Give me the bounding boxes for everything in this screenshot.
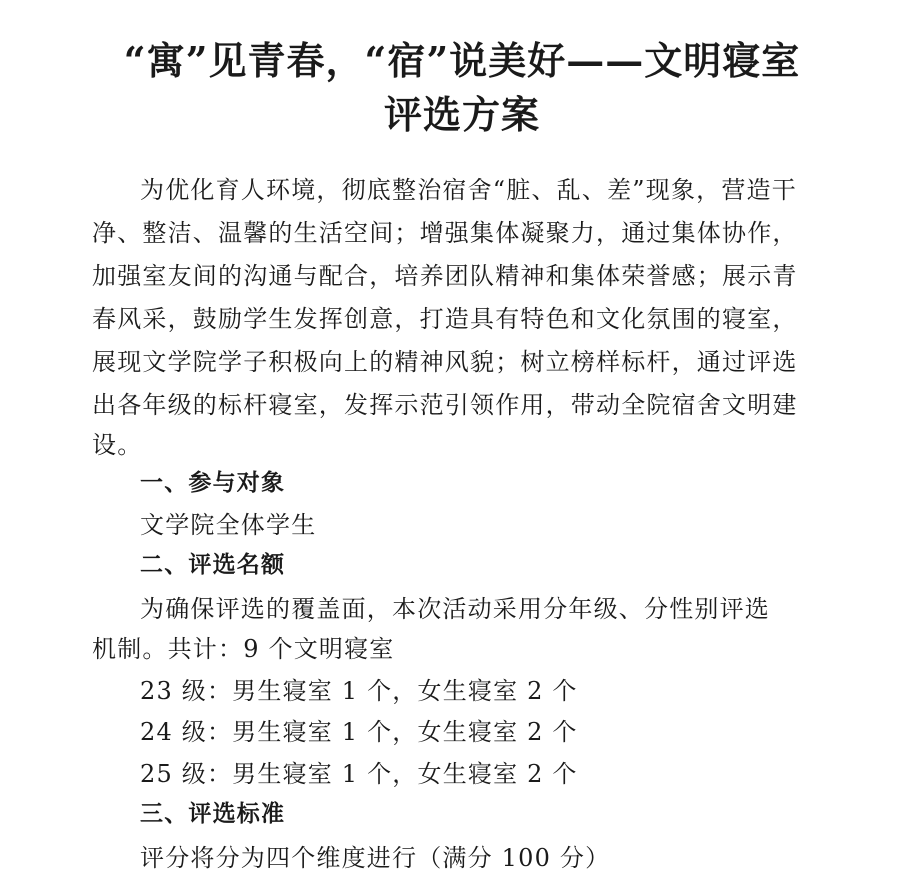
intro-line: 春风采，鼓励学生发挥创意，打造具有特色和文化氛围的寝室，: [92, 305, 798, 333]
intro-line: 为优化育人环境，彻底整治宿舍“脏、乱、差”现象，营造干: [140, 176, 797, 204]
intro-line: 设。: [92, 431, 143, 459]
intro-line: 出各年级的标杆寝室，发挥示范引领作用，带动全院宿舍文明建: [92, 391, 798, 419]
section-heading-quota: 二、评选名额: [140, 552, 286, 578]
quota-text-line2: 机制。共计：9 个文明寝室: [92, 635, 395, 663]
intro-line: 加强室友间的沟通与配合，培养团队精神和集体荣誉感；展示青: [92, 262, 798, 290]
intro-line: 净、整洁、温馨的生活空间；增强集体凝聚力，通过集体协作，: [92, 219, 798, 247]
grade-quota-item: 23 级：男生寝室 1 个，女生寝室 2 个: [140, 677, 578, 705]
quota-text-line1: 为确保评选的覆盖面，本次活动采用分年级、分性别评选: [140, 595, 770, 623]
section-heading-participants: 一、参与对象: [140, 470, 286, 496]
document-title-line1: “寓”见青春，“宿”说美好——文明寝室: [123, 38, 801, 83]
section-heading-criteria: 三、评选标准: [140, 801, 286, 827]
intro-line: 展现文学院学子积极向上的精神风貌；树立榜样标杆，通过评选: [92, 348, 798, 376]
document-title-line2: 评选方案: [383, 92, 540, 137]
grade-quota-item: 24 级：男生寝室 1 个，女生寝室 2 个: [140, 718, 578, 746]
grade-quota-item: 25 级：男生寝室 1 个，女生寝室 2 个: [140, 760, 578, 788]
criteria-text: 评分将分为四个维度进行（满分 100 分）: [140, 844, 611, 872]
participants-text: 文学院全体学生: [140, 511, 317, 539]
